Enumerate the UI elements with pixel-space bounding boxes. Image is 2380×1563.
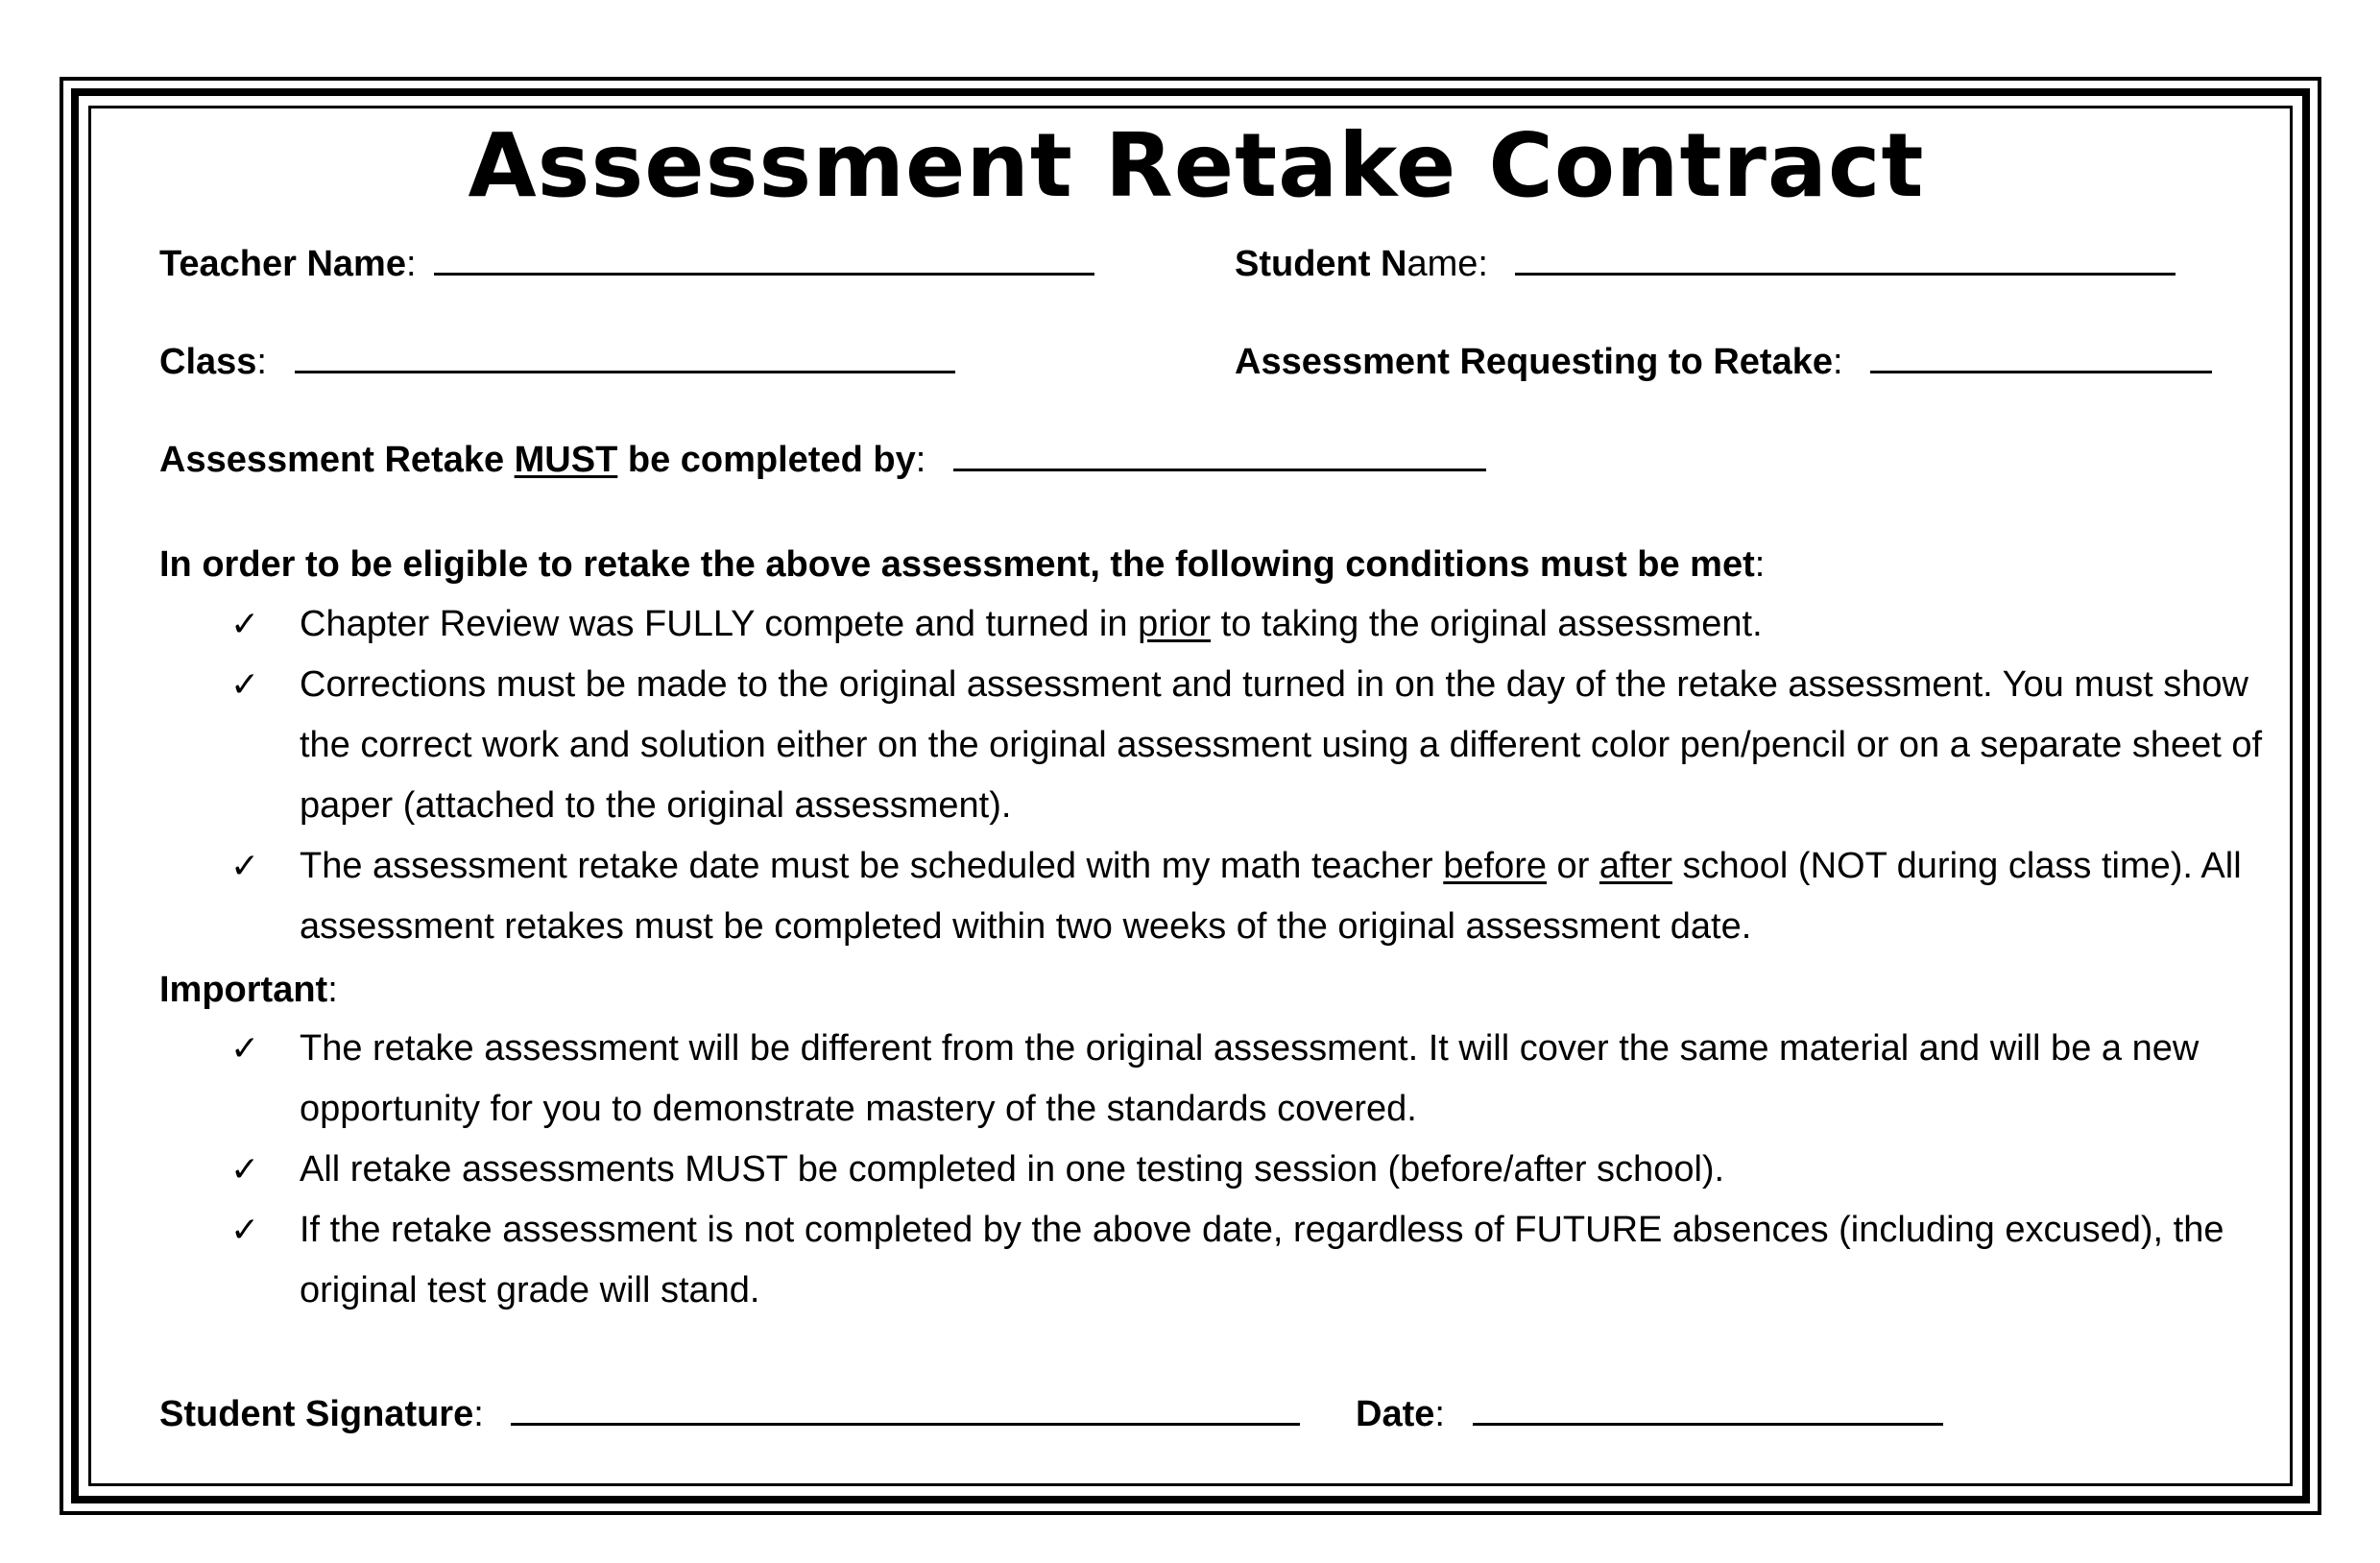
date-field[interactable] xyxy=(1473,1390,1943,1426)
important-text: If the retake assessment is not completed by the above date, regardless of FUTURE absences (including excused), the original test grade will stand. xyxy=(300,1210,2224,1311)
conditions-heading xyxy=(159,541,1765,589)
list-item xyxy=(159,655,2291,836)
date-label: Date xyxy=(1356,1394,1435,1434)
conditions-list xyxy=(159,594,2291,957)
student-signature-label: Student Signature xyxy=(159,1394,474,1434)
assessment-requesting-field[interactable] xyxy=(1870,338,2212,373)
deadline-label-2: be completed by xyxy=(617,440,916,480)
student-name-row xyxy=(1235,240,2176,288)
signature-row xyxy=(159,1390,1300,1438)
list-item xyxy=(159,1200,2291,1321)
condition-text: school (NOT during class time). All assessment retakes must be completed within two weeks of the original assessment date. xyxy=(300,846,2242,947)
conditions-heading-text: In order to be eligible to retake the above assessment, the following conditions must be met xyxy=(159,544,1755,585)
condition-text: to taking the original assessment. xyxy=(1211,604,1763,644)
check-icon: ✓ xyxy=(230,665,260,705)
important-heading-text: Important xyxy=(159,970,328,1010)
assessment-requesting-colon: : xyxy=(1832,342,1843,382)
check-icon: ✓ xyxy=(230,847,260,886)
important-text: All retake assessments MUST be completed in one testing session (before/after school). xyxy=(300,1149,1725,1190)
list-item xyxy=(159,1140,2291,1200)
student-signature-colon: : xyxy=(473,1394,484,1434)
condition-text: The assessment retake date must be scheduled with my math teacher xyxy=(300,846,1444,886)
student-name-label-rest: ame xyxy=(1406,244,1478,284)
deadline-label-must: MUST xyxy=(514,440,618,480)
list-item xyxy=(159,836,2291,957)
student-signature-field[interactable] xyxy=(511,1390,1300,1426)
important-heading-colon: : xyxy=(327,970,338,1010)
class-row xyxy=(159,338,955,386)
deadline-field[interactable] xyxy=(953,436,1486,471)
teacher-name-colon: : xyxy=(405,244,417,284)
teacher-name-label: Teacher Name xyxy=(159,244,406,284)
date-row xyxy=(1356,1390,1943,1438)
condition-text: Corrections must be made to the original assessment and turned in on the day of the retake assessment. You must show the correct work and solution either on the original assessment using a different color pen/pencil or on a separate sheet of paper (attached to the original assessment). xyxy=(300,664,2263,826)
assessment-requesting-label: Assessment Requesting to Retake xyxy=(1235,342,1833,382)
conditions-heading-colon: : xyxy=(1754,544,1766,585)
important-text: The retake assessment will be different from the original assessment. It will cover the same material and will be a new opportunity for you to demonstrate mastery of the standards covered. xyxy=(300,1028,2200,1129)
class-field[interactable] xyxy=(295,338,955,373)
condition-text: or xyxy=(1547,846,1599,886)
condition-emphasis: prior xyxy=(1138,604,1212,644)
deadline-colon: : xyxy=(915,440,926,480)
assessment-requesting-row xyxy=(1235,338,2212,386)
student-name-field[interactable] xyxy=(1515,240,2176,276)
check-icon: ✓ xyxy=(230,1150,260,1190)
check-icon: ✓ xyxy=(230,1029,260,1069)
student-name-colon: : xyxy=(1478,244,1488,284)
important-list xyxy=(159,1019,2291,1321)
check-icon: ✓ xyxy=(230,605,260,644)
date-colon: : xyxy=(1434,1394,1445,1434)
page-title: Assessment Retake Contract xyxy=(468,114,1925,217)
deadline-row xyxy=(159,436,1486,484)
important-heading xyxy=(159,966,338,1014)
class-colon: : xyxy=(256,342,267,382)
check-icon: ✓ xyxy=(230,1211,260,1250)
teacher-name-row xyxy=(159,240,1094,288)
student-name-label-bold: Student N xyxy=(1235,244,1407,284)
teacher-name-field[interactable] xyxy=(434,240,1094,276)
list-item xyxy=(159,1019,2291,1140)
class-label: Class xyxy=(159,342,257,382)
condition-text: Chapter Review was FULLY compete and turned in xyxy=(300,604,1139,644)
condition-emphasis: after xyxy=(1599,846,1672,886)
deadline-label-1: Assessment Retake xyxy=(159,440,515,480)
list-item xyxy=(159,594,2291,655)
condition-emphasis: before xyxy=(1443,846,1547,886)
